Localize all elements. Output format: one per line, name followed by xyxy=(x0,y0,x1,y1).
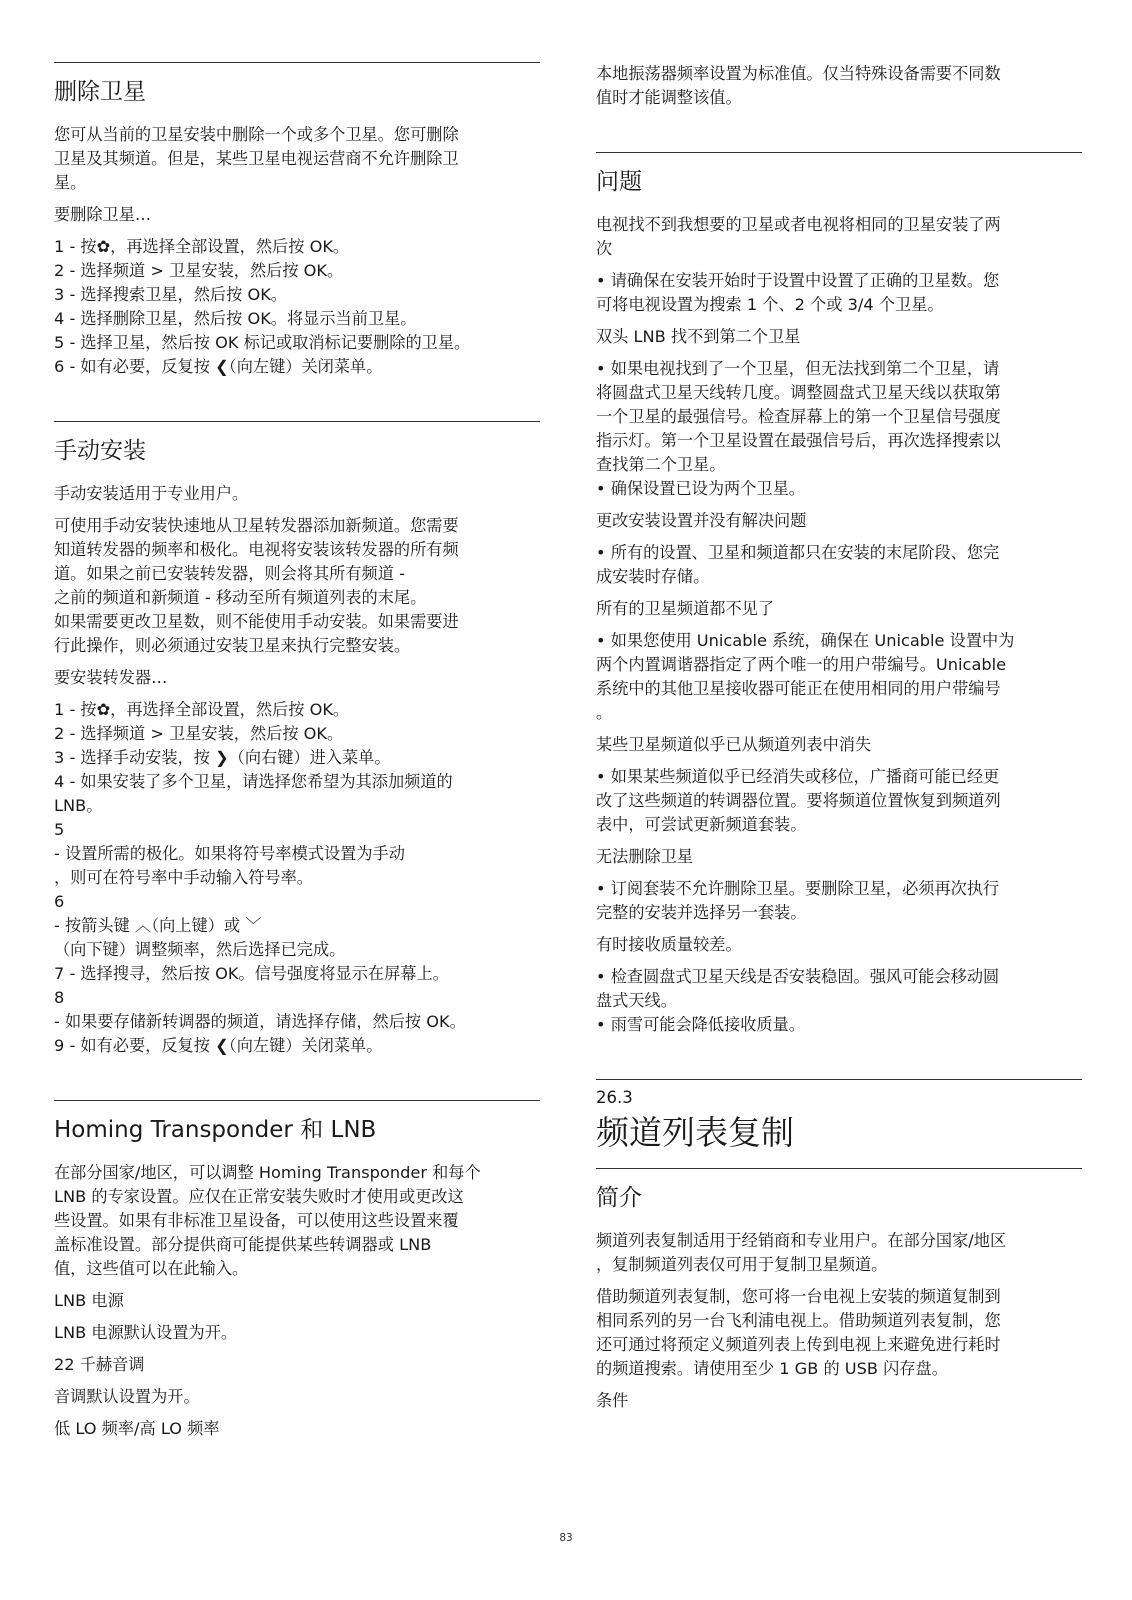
delete-intro: 您可从当前的卫星安装中删除一个或多个卫星。您可删除 卫星及其频道。但是，某些卫星电视运营商不允许删除卫 星。 xyxy=(54,125,459,192)
manual-p2: 可使用手动安装快速地从卫星转发器添加新频道。您需要 知道转发器的频率和极化。电视将安装该转发器的所有频 道。如果之前已安装转发器，则会将其所有频道 - 之前的频道和新频道 - 移动至所有频道列表的末尾。 如果需要更改卫星数，则不能使用手动安装。如果需要进 行此操作，则必须通过安装卫星来执行完整安装。 xyxy=(54,516,459,655)
section-divider xyxy=(596,152,1082,153)
section-title-manual-install: 手动安装 xyxy=(54,438,146,464)
question: 有时接收质量较差。 xyxy=(596,935,742,954)
step: ，则可在符号率中手动输入符号率。 xyxy=(54,868,313,887)
step: 6 - 如有必要，反复按 ❮（向左键）关闭菜单。 xyxy=(54,357,383,376)
lnb-power-desc: LNB 电源默认设置为开。 xyxy=(54,1323,238,1342)
chapter-title: 频道列表复制 xyxy=(596,1113,794,1152)
tone-heading: 22 千赫音调 xyxy=(54,1355,145,1374)
answer: • 如果您使用 Unicable 系统，确保在 Unicable 设置中为 两个内置调谐器指定了两个唯一的用户带编号。Unicable 系统中的其他卫星接收器可能正在使用相同的用户带编号 。 xyxy=(596,631,1015,722)
step: - 如果要存储新转调器的频道，请选择存储，然后按 OK。 xyxy=(54,1012,466,1031)
step: 5 - 选择卫星，然后按 OK 标记或取消标记要删除的卫星。 xyxy=(54,333,471,352)
answer: • 如果电视找到了一个卫星，但无法找到第二个卫星，请 将圆盘式卫星天线转几度。调整圆盘式卫星天线以获取第 一个卫星的最强信号。检查屏幕上的第一个卫星信号强度 指示灯。第一个卫星设置在最强信号后，再次选择搜索以 查找第二个卫星。 • 确保设置已设为两个卫星。 xyxy=(596,359,1001,498)
step: 3 - 选择搜索卫星，然后按 OK。 xyxy=(54,285,287,304)
conditions-heading: 条件 xyxy=(596,1391,629,1410)
lnb-power-heading: LNB 电源 xyxy=(54,1291,124,1310)
answer: • 所有的设置、卫星和频道都只在安装的末尾阶段、您完 成安装时存储。 xyxy=(596,543,1000,586)
step: 3 - 选择手动安装，按 ❯（向右键）进入菜单。 xyxy=(54,748,391,767)
lo-freq-heading: 低 LO 频率/高 LO 频率 xyxy=(54,1419,220,1438)
step: LNB。 xyxy=(54,796,103,815)
question: 某些卫星频道似乎已从频道列表中消失 xyxy=(596,735,872,754)
section-divider xyxy=(54,421,540,422)
section-divider xyxy=(54,62,540,63)
page-number: 83 xyxy=(559,1532,573,1544)
section-title-problems: 问题 xyxy=(596,169,642,195)
step: - 按箭头键 ︿（向上键）或 ﹀ xyxy=(54,916,262,935)
answer: • 检查圆盘式卫星天线是否安装稳固。强风可能会移动圆 盘式天线。 • 雨雪可能会降低接收质量。 xyxy=(596,967,1000,1034)
homing-intro: 在部分国家/地区，可以调整 Homing Transponder 和每个 LNB 的专家设置。应仅在正常安装失败时才使用或更改这 些设置。如果有非标准卫星设备，可以使用这些设置来覆 盖标准设置。部分提供商可能提供某些转调器或 LNB 值，这些值可以在此输入。 xyxy=(54,1163,481,1278)
question: 所有的卫星频道都不见了 xyxy=(596,599,775,618)
answer: • 订阅套装不允许删除卫星。要删除卫星，必须再次执行 完整的安装并选择另一套装。 xyxy=(596,879,1000,922)
tone-desc: 音调默认设置为开。 xyxy=(54,1387,200,1406)
step: （向下键）调整频率，然后选择已完成。 xyxy=(54,940,346,959)
section-title-delete-satellite: 删除卫星 xyxy=(54,79,146,105)
delete-subheading: 要删除卫星… xyxy=(54,205,152,224)
step: 1 - 按✿，再选择全部设置，然后按 OK。 xyxy=(54,700,350,719)
intro-p2: 借助频道列表复制，您可将一台电视上安装的频道复制到 相同系列的另一台飞利浦电视上。借助频道列表复制，您 还可通过将预定义频道列表上传到电视上来避免进行耗时 的频道搜索。请使用至少 1 GB 的 USB 闪存盘。 xyxy=(596,1287,1001,1378)
manual-subheading: 要安装转发器… xyxy=(54,668,168,687)
step: - 设置所需的极化。如果将符号率模式设置为手动 xyxy=(54,844,405,863)
manual-steps xyxy=(54,698,540,1058)
step: 2 - 选择频道 > 卫星安装，然后按 OK。 xyxy=(54,724,344,743)
step: 6 xyxy=(54,892,65,911)
section-divider xyxy=(596,1168,1082,1169)
step: 2 - 选择频道 > 卫星安装，然后按 OK。 xyxy=(54,261,344,280)
chapter-divider xyxy=(596,1079,1082,1080)
question: 无法删除卫星 xyxy=(596,847,694,866)
answer: • 如果某些频道似乎已经消失或移位，广播商可能已经更 改了这些频道的转调器位置。要将频道位置恢复到频道列 表中，可尝试更新频道套装。 xyxy=(596,767,1001,834)
step: 7 - 选择搜寻，然后按 OK。信号强度将显示在屏幕上。 xyxy=(54,964,449,983)
manual-p1: 手动安装适用于专业用户。 xyxy=(54,484,249,503)
step: 4 - 如果安装了多个卫星，请选择您希望为其添加频道的 xyxy=(54,772,453,791)
section-divider xyxy=(54,1100,540,1101)
lo-desc: 本地振荡器频率设置为标准值。仅当特殊设备需要不同数 值时才能调整该值。 xyxy=(596,64,1001,107)
step: 9 - 如有必要，反复按 ❮（向左键）关闭菜单。 xyxy=(54,1036,383,1055)
step: 4 - 选择删除卫星，然后按 OK。将显示当前卫星。 xyxy=(54,309,417,328)
step: 5 xyxy=(54,820,65,839)
right-column xyxy=(596,62,1082,1421)
answer: • 请确保在安装开始时于设置中设置了正确的卫星数。您 可将电视设置为搜索 1 个、2 个或 3/4 个卫星。 xyxy=(596,271,1000,314)
left-column xyxy=(54,62,540,1449)
section-title-intro: 简介 xyxy=(596,1185,642,1211)
chapter-number: 26.3 xyxy=(596,1088,633,1107)
step: 8 xyxy=(54,988,65,1007)
step: 1 - 按✿，再选择全部设置，然后按 OK。 xyxy=(54,237,350,256)
question: 更改安装设置并没有解决问题 xyxy=(596,511,807,530)
section-title-homing: Homing Transponder 和 LNB xyxy=(54,1117,377,1143)
question: 电视找不到我想要的卫星或者电视将相同的卫星安装了两 次 xyxy=(596,215,1001,258)
question: 双头 LNB 找不到第二个卫星 xyxy=(596,327,801,346)
intro-p1: 频道列表复制适用于经销商和专业用户。在部分国家/地区 ，复制频道列表仅可用于复制卫星频道。 xyxy=(596,1231,1007,1274)
delete-steps xyxy=(54,235,540,379)
